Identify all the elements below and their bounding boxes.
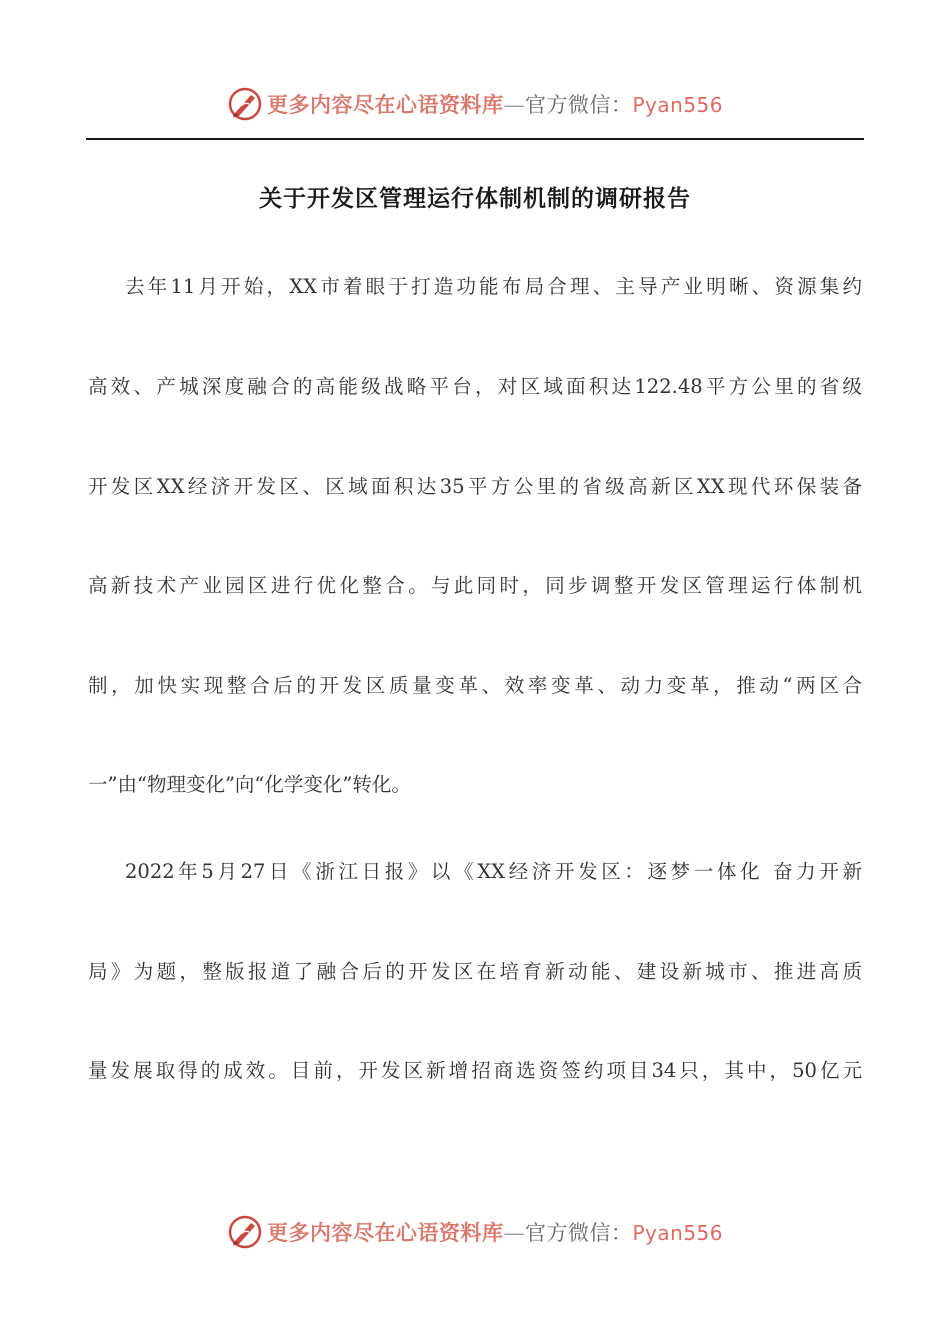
banner-wechat-id: Pyan556: [632, 93, 723, 117]
footer-banner: [0, 1212, 950, 1252]
banner-sub-text: 官方微信：: [524, 1221, 633, 1245]
banner-main-text: 更多内容尽在心语资料库: [266, 1220, 504, 1245]
header-banner: [0, 84, 950, 124]
paragraph-line: 开发区XX经济开发区、区域面积达35平方公里的省级高新区XX现代环保装备: [88, 475, 862, 498]
paragraph-line: 局》为题，整版报道了融合后的开发区在培育新动能、建设新城市、推进高质: [88, 960, 862, 983]
pen-logo-icon: [227, 86, 263, 122]
paragraph-line: 去年11月开始，XX市着眼于打造功能布局合理、主导产业明晰、资源集约: [125, 275, 862, 298]
banner-dash: —: [503, 1221, 525, 1245]
paragraph-line: 一”由“物理变化”向“化学变化”转化。: [88, 773, 411, 796]
paragraph-line: 2022年5月27日《浙江日报》以《XX经济开发区：逐梦一体化 奋力开新: [125, 860, 862, 883]
header-rule: [86, 138, 864, 140]
paragraph-line: 高新技术产业园区进行优化整合。与此同时，同步调整开发区管理运行体制机: [88, 574, 862, 597]
paragraph-line: 高效、产城深度融合的高能级战略平台，对区域面积达122.48平方公里的省级: [88, 375, 862, 398]
document-title: 关于开发区管理运行体制机制的调研报告: [259, 185, 691, 212]
pen-logo-icon: [227, 1214, 263, 1250]
paragraph-line: 量发展取得的成效。目前，开发区新增招商选资签约项目34只，其中，50亿元: [88, 1059, 862, 1082]
banner-dash: —: [503, 93, 525, 117]
banner-main-text: 更多内容尽在心语资料库: [266, 92, 504, 117]
banner-wechat-id: Pyan556: [632, 1221, 723, 1245]
banner-sub-text: 官方微信：: [524, 93, 633, 117]
paragraph-line: 制，加快实现整合后的开发区质量变革、效率变革、动力变革，推动“两区合: [88, 674, 862, 697]
